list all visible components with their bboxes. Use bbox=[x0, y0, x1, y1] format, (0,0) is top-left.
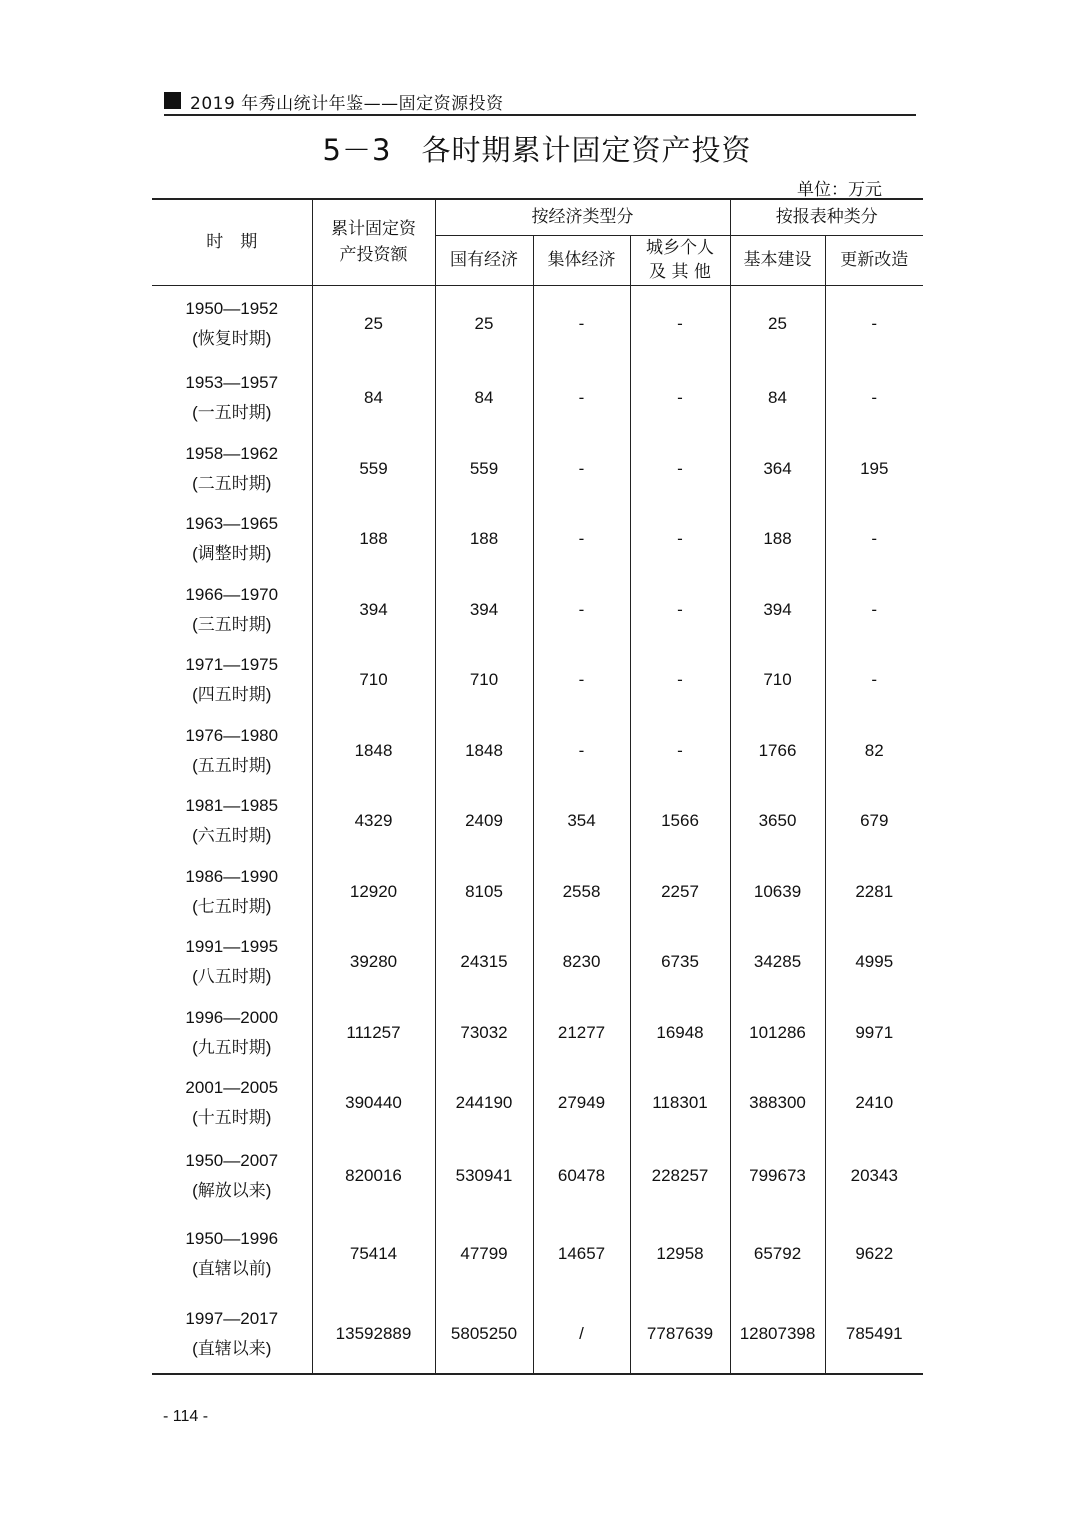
period-years: 1950—1952 bbox=[185, 299, 279, 319]
basic-cell: 25 bbox=[730, 285, 825, 363]
period-cell bbox=[152, 856, 312, 927]
header-square-icon bbox=[164, 92, 181, 109]
header-basic: 基本建设 bbox=[730, 235, 825, 285]
basic-cell: 12807398 bbox=[730, 1294, 825, 1374]
investment-table bbox=[152, 198, 923, 1375]
table-row bbox=[152, 786, 923, 856]
renewal-cell: 679 bbox=[825, 786, 923, 856]
collective-cell: / bbox=[533, 1294, 630, 1374]
period-years: 1976—1980 bbox=[185, 725, 279, 745]
private-cell: 16948 bbox=[630, 997, 730, 1068]
total-cell: 710 bbox=[312, 645, 435, 715]
table-row bbox=[152, 1294, 923, 1374]
period-cell bbox=[152, 715, 312, 786]
renewal-cell: 785491 bbox=[825, 1294, 923, 1374]
total-cell: 820016 bbox=[312, 1138, 435, 1214]
private-cell: - bbox=[630, 285, 730, 363]
period-label: (恢复时期) bbox=[192, 329, 272, 349]
collective-cell: 354 bbox=[533, 786, 630, 856]
private-cell: 228257 bbox=[630, 1138, 730, 1214]
period-label: (八五时期) bbox=[192, 967, 272, 986]
table-row bbox=[152, 574, 923, 645]
state-cell: 530941 bbox=[435, 1138, 533, 1214]
table-row bbox=[152, 856, 923, 927]
private-cell: - bbox=[630, 363, 730, 433]
total-cell: 84 bbox=[312, 363, 435, 433]
renewal-cell: 2281 bbox=[825, 856, 923, 927]
period-label: (四五时期) bbox=[192, 685, 272, 704]
total-cell: 394 bbox=[312, 574, 435, 645]
period-cell bbox=[152, 786, 312, 856]
table-row bbox=[152, 927, 923, 997]
basic-cell: 1766 bbox=[730, 715, 825, 786]
period-label: (十五时期) bbox=[192, 1108, 272, 1127]
state-cell: 1848 bbox=[435, 715, 533, 786]
period-cell bbox=[152, 1068, 312, 1138]
table-row bbox=[152, 363, 923, 433]
header-group-report: 按报表种类分 bbox=[730, 199, 923, 235]
renewal-cell: 9622 bbox=[825, 1214, 923, 1294]
private-cell: - bbox=[630, 433, 730, 504]
period-label: (三五时期) bbox=[192, 614, 272, 634]
table-row bbox=[152, 997, 923, 1068]
period-years: 2001—2005 bbox=[185, 1078, 279, 1097]
period-label: (直辖以来) bbox=[192, 1338, 272, 1358]
basic-cell: 188 bbox=[730, 504, 825, 574]
collective-cell: 14657 bbox=[533, 1214, 630, 1294]
renewal-cell: 195 bbox=[825, 433, 923, 504]
collective-cell: - bbox=[533, 715, 630, 786]
private-cell: 6735 bbox=[630, 927, 730, 997]
basic-cell: 710 bbox=[730, 645, 825, 715]
total-cell: 1848 bbox=[312, 715, 435, 786]
collective-cell: - bbox=[533, 285, 630, 363]
table-row bbox=[152, 1138, 923, 1214]
basic-cell: 3650 bbox=[730, 786, 825, 856]
header-text: 2019 年秀山统计年鉴——固定资源投资 bbox=[190, 94, 504, 114]
table-row bbox=[152, 504, 923, 574]
table-body bbox=[152, 285, 923, 1374]
collective-cell: - bbox=[533, 645, 630, 715]
total-cell: 390440 bbox=[312, 1068, 435, 1138]
period-cell bbox=[152, 363, 312, 433]
unit-label: 单位：万元 bbox=[797, 180, 882, 200]
basic-cell: 10639 bbox=[730, 856, 825, 927]
collective-cell: - bbox=[533, 504, 630, 574]
renewal-cell: - bbox=[825, 645, 923, 715]
private-cell: 12958 bbox=[630, 1214, 730, 1294]
collective-cell: 2558 bbox=[533, 856, 630, 927]
period-cell bbox=[152, 433, 312, 504]
period-label: (二五时期) bbox=[192, 473, 272, 493]
basic-cell: 799673 bbox=[730, 1138, 825, 1214]
collective-cell: 60478 bbox=[533, 1138, 630, 1214]
period-cell bbox=[152, 574, 312, 645]
header-private-line2: 及 其 他 bbox=[649, 262, 711, 282]
header-collective: 集体经济 bbox=[533, 235, 630, 285]
period-cell bbox=[152, 997, 312, 1068]
period-cell bbox=[152, 927, 312, 997]
period-cell bbox=[152, 645, 312, 715]
period-years: 1963—1965 bbox=[185, 514, 279, 533]
table-row bbox=[152, 1214, 923, 1294]
renewal-cell: 9971 bbox=[825, 997, 923, 1068]
header-period: 时 期 bbox=[152, 199, 312, 285]
private-cell: - bbox=[630, 504, 730, 574]
total-cell: 75414 bbox=[312, 1214, 435, 1294]
period-years: 1953—1957 bbox=[185, 373, 279, 392]
period-label: (九五时期) bbox=[192, 1037, 272, 1057]
state-cell: 47799 bbox=[435, 1214, 533, 1294]
renewal-cell: 2410 bbox=[825, 1068, 923, 1138]
period-cell bbox=[152, 1138, 312, 1214]
state-cell: 8105 bbox=[435, 856, 533, 927]
period-label: (直辖以前) bbox=[192, 1259, 272, 1278]
header-state: 国有经济 bbox=[435, 235, 533, 285]
period-years: 1950—1996 bbox=[185, 1229, 279, 1248]
renewal-cell: - bbox=[825, 285, 923, 363]
state-cell: 84 bbox=[435, 363, 533, 433]
collective-cell: - bbox=[533, 433, 630, 504]
private-cell: 1566 bbox=[630, 786, 730, 856]
table-row bbox=[152, 715, 923, 786]
header-private-line1: 城乡个人 bbox=[646, 238, 714, 258]
total-cell: 12920 bbox=[312, 856, 435, 927]
private-cell: - bbox=[630, 645, 730, 715]
state-cell: 5805250 bbox=[435, 1294, 533, 1374]
period-years: 1991—1995 bbox=[185, 937, 279, 956]
renewal-cell: 20343 bbox=[825, 1138, 923, 1214]
renewal-cell: 4995 bbox=[825, 927, 923, 997]
running-header bbox=[164, 88, 916, 116]
private-cell: 118301 bbox=[630, 1068, 730, 1138]
total-cell: 39280 bbox=[312, 927, 435, 997]
state-cell: 188 bbox=[435, 504, 533, 574]
state-cell: 244190 bbox=[435, 1068, 533, 1138]
period-years: 1986—1990 bbox=[185, 866, 279, 886]
header-private bbox=[630, 235, 730, 285]
period-years: 1966—1970 bbox=[185, 584, 279, 604]
private-cell: 2257 bbox=[630, 856, 730, 927]
basic-cell: 364 bbox=[730, 433, 825, 504]
total-cell: 4329 bbox=[312, 786, 435, 856]
basic-cell: 388300 bbox=[730, 1068, 825, 1138]
private-cell: - bbox=[630, 715, 730, 786]
header-group-econ: 按经济类型分 bbox=[435, 199, 730, 235]
period-years: 1958—1962 bbox=[185, 443, 279, 463]
state-cell: 73032 bbox=[435, 997, 533, 1068]
basic-cell: 84 bbox=[730, 363, 825, 433]
period-years: 1950—2007 bbox=[185, 1151, 279, 1170]
table-row bbox=[152, 645, 923, 715]
period-cell bbox=[152, 1294, 312, 1374]
period-cell bbox=[152, 504, 312, 574]
period-years: 1997—2017 bbox=[185, 1308, 279, 1328]
renewal-cell: 82 bbox=[825, 715, 923, 786]
state-cell: 25 bbox=[435, 285, 533, 363]
state-cell: 559 bbox=[435, 433, 533, 504]
table-row bbox=[152, 285, 923, 363]
private-cell: - bbox=[630, 574, 730, 645]
collective-cell: - bbox=[533, 363, 630, 433]
total-cell: 188 bbox=[312, 504, 435, 574]
total-cell: 25 bbox=[312, 285, 435, 363]
period-years: 1971—1975 bbox=[185, 655, 279, 674]
header-total: 累计固定资产投资额 bbox=[312, 199, 435, 285]
renewal-cell: - bbox=[825, 363, 923, 433]
period-label: (五五时期) bbox=[192, 755, 272, 775]
period-label: (解放以来) bbox=[192, 1181, 272, 1200]
period-label: (一五时期) bbox=[192, 403, 272, 422]
state-cell: 710 bbox=[435, 645, 533, 715]
renewal-cell: - bbox=[825, 574, 923, 645]
total-cell: 559 bbox=[312, 433, 435, 504]
table-title: 5－3 各时期累计固定资产投资 bbox=[322, 133, 752, 167]
period-label: (六五时期) bbox=[192, 826, 272, 845]
page-number: - 114 - bbox=[163, 1408, 209, 1425]
total-cell: 111257 bbox=[312, 997, 435, 1068]
state-cell: 24315 bbox=[435, 927, 533, 997]
basic-cell: 65792 bbox=[730, 1214, 825, 1294]
period-cell bbox=[152, 1214, 312, 1294]
header-renewal: 更新改造 bbox=[825, 235, 923, 285]
renewal-cell: - bbox=[825, 504, 923, 574]
period-years: 1981—1985 bbox=[185, 796, 279, 815]
total-cell: 13592889 bbox=[312, 1294, 435, 1374]
state-cell: 394 bbox=[435, 574, 533, 645]
private-cell: 7787639 bbox=[630, 1294, 730, 1374]
collective-cell: 27949 bbox=[533, 1068, 630, 1138]
collective-cell: 21277 bbox=[533, 997, 630, 1068]
collective-cell: - bbox=[533, 574, 630, 645]
basic-cell: 394 bbox=[730, 574, 825, 645]
collective-cell: 8230 bbox=[533, 927, 630, 997]
period-label: (调整时期) bbox=[192, 544, 272, 563]
period-label: (七五时期) bbox=[192, 896, 272, 916]
basic-cell: 101286 bbox=[730, 997, 825, 1068]
table-row bbox=[152, 433, 923, 504]
period-cell bbox=[152, 285, 312, 363]
state-cell: 2409 bbox=[435, 786, 533, 856]
table-row bbox=[152, 1068, 923, 1138]
basic-cell: 34285 bbox=[730, 927, 825, 997]
period-years: 1996—2000 bbox=[185, 1007, 279, 1027]
